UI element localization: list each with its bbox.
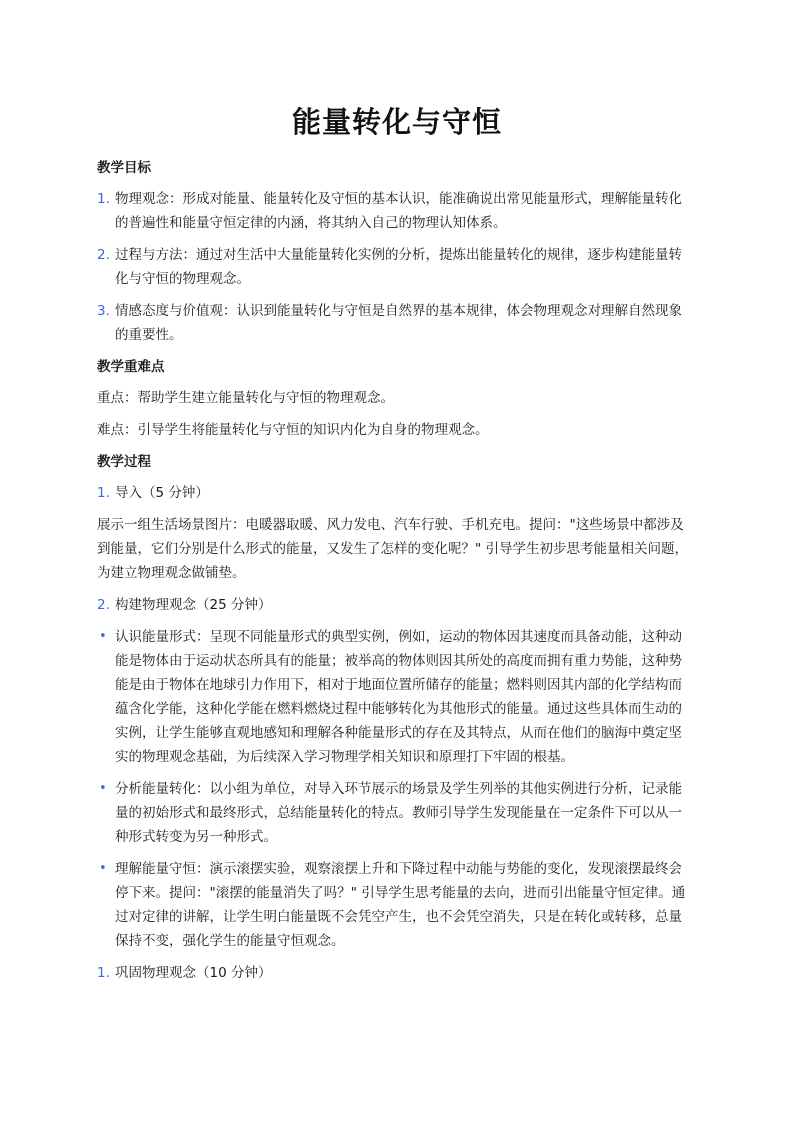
- bullet-text: 理解能量守恒：演示滚摆实验，观察滚摆上升和下降过程中动能与势能的变化，发现滚摆最终会停下来。提问："滚摆的能量消失了吗？" 引导学生思考能量的去向，进而引出能量守恒定律。通过对定律的讲解，让学生明白能量既不会凭空产生，也不会凭空消失，只是在转化或转移，总量保持不变，强化学生的能量守恒观念。: [115, 861, 686, 949]
- keypoints-heading: 教学重难点: [97, 359, 165, 375]
- goal-item-3: [97, 299, 695, 347]
- bullet-item-3: [97, 857, 695, 953]
- document-body: [97, 156, 695, 993]
- list-number: 1.: [97, 191, 110, 207]
- process-step-1: [97, 481, 695, 505]
- list-number: 3.: [97, 303, 110, 319]
- goal-text: 情感态度与价值观：认识到能量转化与守恒是自然界的基本规律，体会物理观念对理解自然现象的重要性。: [115, 303, 682, 343]
- key-point: 重点：帮助学生建立能量转化与守恒的物理观念。: [97, 390, 394, 406]
- bullet-icon: •: [99, 781, 107, 796]
- intro-paragraph: 展示一组生活场景图片：电暖器取暖、风力发电、汽车行驶、手机充电。提问："这些场景中都涉及到能量，它们分别是什么形式的能量，又发生了怎样的变化呢？" 引导学生初步思考能量相关问题，为建立物理观念做铺垫。: [97, 517, 688, 581]
- process-heading: 教学过程: [97, 454, 151, 470]
- bullet-text: 分析能量转化：以小组为单位，对导入环节展示的场景及学生列举的其他实例进行分析，记录能量的初始形式和最终形式，总结能量转化的特点。教师引导学生发现能量在一定条件下可以从一种形式转变为另一种形式。: [115, 781, 682, 845]
- goal-text: 过程与方法：通过对生活中大量能量转化实例的分析，提炼出能量转化的规律，逐步构建能量转化与守恒的物理观念。: [115, 247, 682, 287]
- bullet-text: 认识能量形式：呈现不同能量形式的典型实例，例如，运动的物体因其速度而具备动能，这种动能是物体由于运动状态所具有的能量；被举高的物体则因其所处的高度而拥有重力势能，这种势能是由于物体在地球引力作用下，相对于地面位置所储存的能量；燃料则因其内部的化学结构而蕴含化学能，这种化学能在燃料燃烧过程中能够转化为其他形式的能量。通过这些具体而生动的实例，让学生能够直观地感知和理解各种能量形式的存在及其特点，从而在他们的脑海中奠定坚实的物理观念基础，为后续深入学习物理学相关知识和原理打下牢固的根基。: [115, 629, 682, 765]
- difficulty-point: 难点：引导学生将能量转化与守恒的知识内化为自身的物理观念。: [97, 422, 489, 438]
- goals-heading: 教学目标: [97, 160, 151, 176]
- list-number: 1.: [97, 965, 110, 981]
- list-number: 2.: [97, 247, 110, 263]
- goal-text: 物理观念：形成对能量、能量转化及守恒的基本认识，能准确说出常见能量形式，理解能量转化的普遍性和能量守恒定律的内涵，将其纳入自己的物理认知体系。: [115, 191, 682, 231]
- page-title: 能量转化与守恒: [291, 105, 502, 139]
- step-text: 导入（5 分钟）: [115, 485, 209, 501]
- list-number: 1.: [97, 485, 110, 501]
- step-text: 构建物理观念（25 分钟）: [115, 597, 272, 613]
- list-number: 2.: [97, 597, 110, 613]
- step-text: 巩固物理观念（10 分钟）: [115, 965, 272, 981]
- goal-item-2: [97, 243, 695, 291]
- process-step-3: [97, 961, 695, 985]
- process-step-2: [97, 593, 695, 617]
- bullet-icon: •: [99, 861, 107, 876]
- bullet-item-1: [97, 625, 695, 769]
- bullet-item-2: [97, 777, 695, 849]
- bullet-icon: •: [99, 629, 107, 644]
- goal-item-1: [97, 187, 695, 235]
